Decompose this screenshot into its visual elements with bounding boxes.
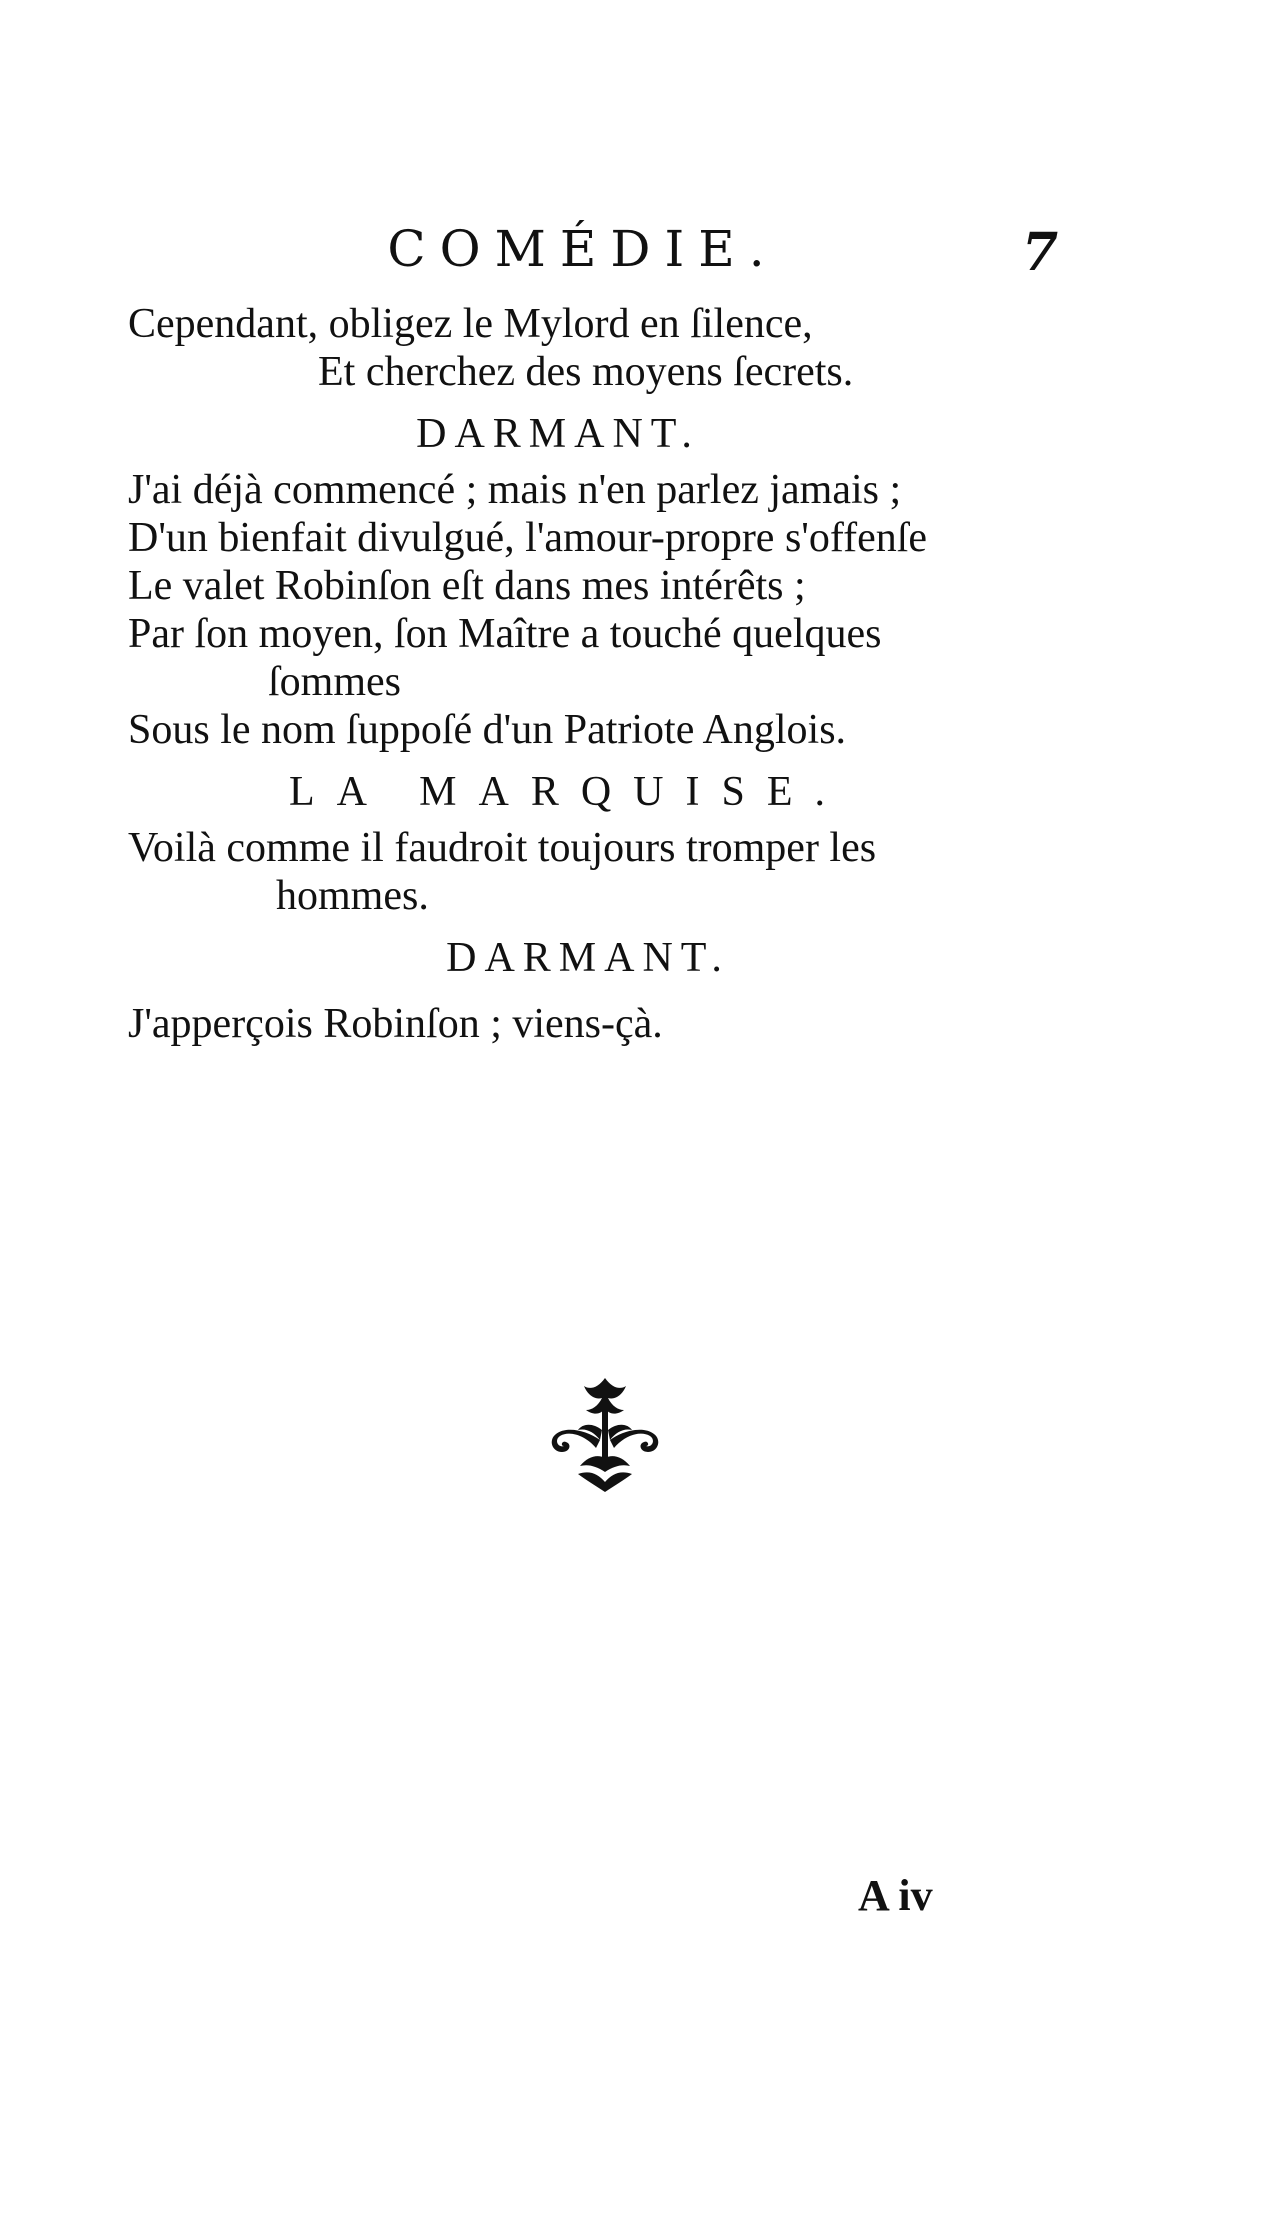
speaker-name: DARMANT.	[416, 411, 700, 457]
running-title: COMÉDIE.	[387, 220, 779, 278]
verse-line: J'ai déjà commencé ; mais n'en parlez jamais ;	[128, 467, 902, 513]
verse-line: Et cherchez des moyens ſecrets.	[318, 349, 854, 395]
speaker-name: LA MARQUISE.	[288, 769, 848, 815]
verse-line: hommes.	[276, 873, 429, 919]
speaker-name: DARMANT.	[446, 935, 730, 981]
floral-fleuron-icon	[540, 1370, 670, 1500]
signature-mark: A iv	[858, 1871, 933, 1920]
page-number: 7	[1022, 222, 1059, 283]
verse-line: D'un bienfait divulgué, l'amour-propre s'offenſe	[128, 515, 928, 561]
verse-line: J'apperçois Robinſon ; viens-çà.	[128, 1001, 663, 1047]
verse-line: Cependant, obligez le Mylord en ſilence,	[128, 301, 813, 347]
verse-line: Le valet Robinſon eſt dans mes intérêts ;	[128, 563, 806, 609]
verse-line: Voilà comme il faudroit toujours tromper les	[128, 825, 877, 871]
verse-line: Par ſon moyen, ſon Maître a touché quelques	[128, 611, 882, 657]
play-text	[128, 300, 1088, 1048]
verse-line: ſommes	[268, 659, 401, 705]
verse-line: Sous le nom ſuppoſé d'un Patriote Anglois.	[128, 707, 847, 753]
